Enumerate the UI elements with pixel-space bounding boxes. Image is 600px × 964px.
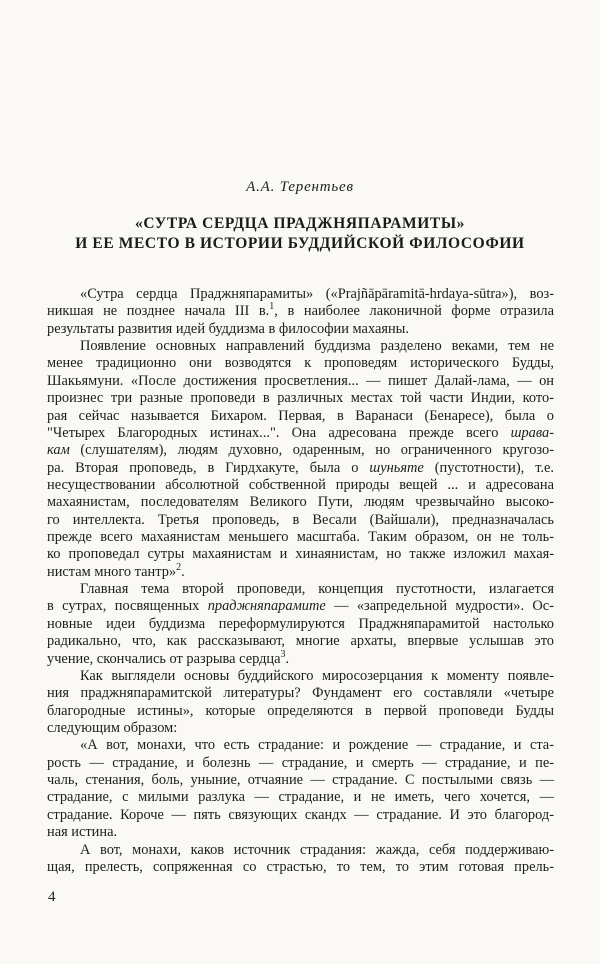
text-line: никшая не позднее начала III в.$^1$, в наиболее лаконичной форме отразила: [47, 301, 554, 320]
text-line: новные идеи буддизма переформулируются Праджняпарамитой настолько: [47, 615, 554, 632]
text-line: рая сейчас называется Бихаром. Первая, в Варанаси (Бенаресе), была о: [47, 407, 554, 424]
paragraph: [47, 668, 554, 737]
text-line: страдание. Короче — пять связующих скандх — страдание. И это благород-: [47, 806, 554, 823]
text-line: ко проповедал сутры махаянистам и хинаянистам, но также изложил махая-: [47, 546, 554, 563]
page-number: 4: [48, 889, 56, 905]
text-line: ра. Вторая проповедь, в Гирдхакуте, была о шуньяте (пустотности), т.е.: [47, 459, 554, 476]
text-line: Шакьямуни. «После достижения просветления... — пишет Далай-лама, — он: [47, 372, 554, 389]
text-line: в сутрах, посвященных праджняпарамите — «запредельной мудрости». Ос-: [47, 598, 554, 615]
text-line: чаль, стенания, боль, уныние, отчаяние — страдание. С постылыми связь —: [47, 772, 554, 789]
article-title: [0, 214, 600, 253]
text-line: учение, скончались от разрыва сердца$^3$.: [47, 648, 290, 667]
text-line: рость — страдание, и болезнь — страдание, и смерть — страдание, и пе-: [47, 754, 554, 771]
text-line: несуществовании абсолютной собственной природы вещей ... и адресована: [47, 476, 554, 493]
text-line: нистам много тантр»$^2$.: [47, 561, 185, 580]
body-text: [47, 286, 554, 876]
author-name: А.А. Терентьев: [246, 179, 354, 195]
text-line: Главная тема второй проповеди, концепция пустотности, излагается: [80, 581, 554, 598]
text-line: Появление основных направлений буддизма разделено веками, тем не: [80, 338, 554, 355]
text-line: щая, прелесть, сопряженная со страстью, то тем, то этим готовая прель-: [47, 858, 554, 875]
text-line: Как выглядели основы буддийского миросозерцания к моменту появле-: [80, 667, 554, 684]
text-line: прежде всего махаянистам меньшего масштаба. Таким образом, он не толь-: [47, 529, 554, 546]
article-title-line-2: И ЕЕ МЕСТО В ИСТОРИИ БУДДИЙСКОЙ ФИЛОСОФИИ: [75, 234, 525, 252]
text-line: «Сутра сердца Праджняпарамиты» («Prajñāpāramitā-hrdaya-sūtra»), воз-: [80, 286, 554, 302]
text-line: менее традиционно они возводятся к проповедям исторического Будды,: [47, 355, 554, 372]
text-line: кам (слушателям), людям духовно, одаренным, но ограниченного кругозо-: [47, 442, 554, 459]
article-title-line-1: «СУТРА СЕРДЦА ПРАДЖНЯПАРАМИТЫ»: [134, 215, 466, 232]
paragraph: [47, 737, 554, 841]
text-line: благородные истины», которые определяются в первой проповеди Будды: [47, 702, 554, 719]
text-line: "Четырех Благородных истинах...". Она адресована прежде всего шрава-: [47, 424, 554, 441]
text-line: махаянистам, последователям Великого Пути, людям чрезвычайно высоко-: [47, 494, 554, 511]
paragraph: [47, 286, 554, 338]
paragraph: [47, 842, 554, 877]
text-line: «А вот, монахи, что есть страдание: и рождение — страдание, и ста-: [80, 737, 554, 754]
text-line: радикально, что, как рассказывают, многие архаты, впервые услышав это: [47, 633, 554, 650]
text-line: ния праджняпарамитской литературы? Фундамент его составляли «четыре: [47, 685, 554, 702]
text-line: следующим образом:: [47, 719, 178, 736]
text-line: страдание, с милыми разлука — страдание, и не иметь, чего хочется, —: [47, 789, 554, 806]
text-line: результаты развития идей буддизма в философии махаяны.: [47, 320, 409, 337]
text-line: А вот, монахи, каков источник страдания: жажда, себя поддерживаю-: [80, 841, 554, 858]
paragraph: [47, 338, 554, 581]
text-line: го интеллекта. Третья проповедь, в Весали (Вайшали), предназначалась: [47, 511, 554, 528]
text-line: произнес три разные проповеди в различных местах той части Индии, кото-: [47, 390, 554, 407]
paragraph: [47, 581, 554, 668]
text-line: ная истина.: [47, 824, 118, 841]
